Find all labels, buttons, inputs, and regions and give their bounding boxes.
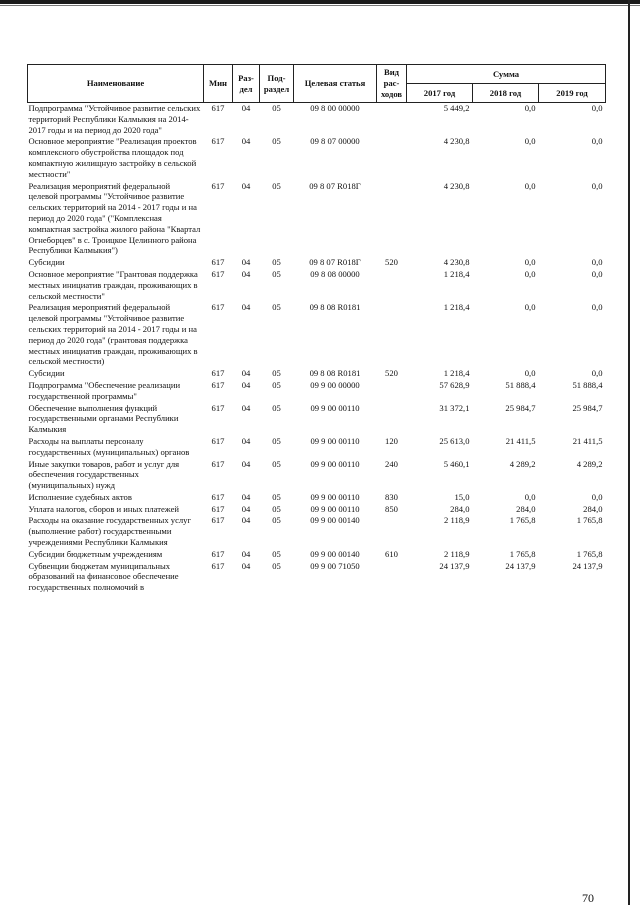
table-row (28, 257, 606, 269)
cell-vid (377, 403, 407, 436)
col-header-podrazdel: Под-раздел (260, 65, 294, 103)
cell-2017: 2 118,9 (444, 515, 470, 526)
cell-tselevaya: 09 8 07 R018Г (309, 257, 361, 268)
cell-name: Реализация мероприятий федеральной целевой программы "Устойчивое развитие сельских территорий на 2014 - 2017 годы и на период до 2020 года" ("Комплексная компактная застройка жилого района "Квартал Огнеборцев" в с. Троицкое Целинного района Республики Калмыкия") (28, 180, 201, 256)
cell-podrazdel: 05 (272, 503, 281, 514)
col-header-razdel: Раз-дел (233, 65, 260, 103)
col-header-2017: 2017 год (407, 84, 473, 103)
cell-2019: 25 984,7 (572, 402, 603, 413)
cell-tselevaya: 09 9 00 71050 (310, 560, 360, 571)
cell-vid (377, 302, 407, 368)
cell-tselevaya: 09 9 00 00140 (310, 548, 360, 559)
cell-2018: 1 765,8 (509, 515, 536, 526)
cell-2019: 4 289,2 (576, 458, 603, 469)
cell-podrazdel: 05 (272, 379, 281, 390)
cell-min: 617 (211, 302, 225, 313)
cell-min: 617 (211, 136, 225, 147)
table-row (28, 380, 606, 403)
cell-2018: 25 984,7 (505, 402, 536, 413)
cell-vid: 240 (385, 458, 398, 469)
cell-min: 617 (211, 560, 225, 571)
cell-name: Исполнение судебных актов (28, 491, 132, 502)
table-row (28, 459, 606, 492)
cell-2019: 0,0 (591, 180, 603, 191)
table-row (28, 515, 606, 548)
cell-min: 617 (211, 257, 225, 268)
cell-vid: 610 (385, 548, 398, 559)
cell-vid: 120 (385, 435, 398, 446)
cell-razdel: 04 (241, 560, 251, 571)
cell-tselevaya: 09 8 08 R0181 (309, 302, 361, 313)
cell-podrazdel: 05 (272, 268, 281, 279)
cell-2017: 284,0 (450, 503, 470, 514)
cell-2017: 2 118,9 (444, 548, 470, 559)
cell-tselevaya: 09 9 00 00110 (310, 435, 360, 446)
table-row (28, 561, 606, 594)
cell-vid: 520 (385, 368, 398, 379)
cell-razdel: 04 (241, 402, 251, 413)
col-header-2018: 2018 год (473, 84, 539, 103)
cell-razdel: 04 (241, 503, 251, 514)
cell-2019: 0,0 (591, 136, 603, 147)
top-scan-border-thin (0, 5, 640, 6)
cell-podrazdel: 05 (272, 402, 281, 413)
cell-2018: 0,0 (524, 368, 536, 379)
cell-2018: 24 137,9 (505, 560, 536, 571)
cell-2019: 0,0 (591, 103, 603, 113)
cell-2018: 1 765,8 (509, 548, 536, 559)
cell-2018: 0,0 (524, 103, 536, 113)
cell-name: Реализация мероприятий федеральной целевой программы "Устойчивое развитие сельских территорий на 2014 - 2017 годы и на период до 2020 года" (грантовая поддержка местных инициатив граждан, проживающих в сельской местности) (28, 302, 198, 367)
cell-name: Подпрограмма "Устойчивое развитие сельских территорий Республики Калмыкия на 2014-2017 годы и на период до 2020 года" (28, 103, 201, 135)
page-number: 70 (582, 891, 594, 905)
cell-vid (377, 380, 407, 403)
cell-podrazdel: 05 (272, 180, 281, 191)
cell-tselevaya: 09 9 00 00110 (310, 491, 360, 502)
cell-tselevaya: 09 8 07 00000 (310, 136, 360, 147)
cell-min: 617 (211, 103, 225, 113)
cell-name: Субсидии (28, 368, 65, 379)
cell-2019: 0,0 (591, 491, 603, 502)
table-row (28, 549, 606, 561)
col-header-name: Наименование (28, 65, 204, 103)
cell-name: Субвенции бюджетам муниципальных образований на финансовое обеспечение государственных полномочий в (28, 560, 179, 593)
cell-vid (377, 269, 407, 302)
cell-tselevaya: 09 8 08 00000 (310, 268, 360, 279)
cell-2017: 5 460,1 (443, 458, 470, 469)
cell-podrazdel: 05 (272, 548, 281, 559)
cell-name: Субсидии (28, 257, 65, 268)
cell-vid (377, 136, 407, 180)
cell-podrazdel: 05 (272, 560, 281, 571)
col-header-summa: Сумма (407, 65, 606, 84)
col-header-tselevaya: Целевая статья (294, 65, 377, 103)
cell-min: 617 (211, 268, 225, 279)
cell-min: 617 (211, 491, 225, 502)
col-header-vid: Вид рас-ходов (377, 65, 407, 103)
cell-vid (377, 181, 407, 258)
cell-name: Обеспечение выполнения функций государственными органами Республики Калмыкия (28, 402, 179, 435)
cell-2018: 0,0 (524, 136, 536, 147)
cell-2018: 4 289,2 (509, 458, 536, 469)
table-row (28, 368, 606, 380)
cell-2017: 31 372,1 (439, 402, 470, 413)
cell-min: 617 (211, 503, 225, 514)
cell-razdel: 04 (241, 491, 251, 502)
cell-2018: 0,0 (524, 257, 536, 268)
cell-vid (377, 561, 407, 594)
cell-min: 617 (211, 548, 225, 559)
cell-2019: 51 888,4 (572, 379, 603, 390)
cell-min: 617 (211, 379, 225, 390)
cell-podrazdel: 05 (272, 136, 281, 147)
cell-2017: 4 230,8 (443, 257, 470, 268)
cell-name: Подпрограмма "Обеспечение реализации государственной программы" (28, 379, 181, 401)
cell-name: Расходы на оказание государственных услуг (выполнение работ) государственными учреждениями Республики Калмыкия (28, 515, 191, 548)
cell-2019: 0,0 (591, 368, 603, 379)
cell-2019: 24 137,9 (572, 560, 603, 571)
col-header-2019: 2019 год (539, 84, 606, 103)
table-row (28, 302, 606, 368)
cell-min: 617 (211, 180, 225, 191)
cell-2017: 5 449,2 (443, 103, 470, 113)
budget-table (27, 64, 606, 594)
cell-razdel: 04 (241, 103, 251, 113)
cell-2017: 15,0 (454, 491, 470, 502)
cell-2019: 1 765,8 (576, 515, 603, 526)
cell-razdel: 04 (241, 257, 251, 268)
cell-2019: 284,0 (583, 503, 603, 514)
top-scan-border (0, 0, 640, 4)
cell-tselevaya: 09 9 00 00110 (310, 402, 360, 413)
table-row (28, 269, 606, 302)
cell-2019: 0,0 (591, 302, 603, 313)
cell-2019: 0,0 (591, 257, 603, 268)
cell-razdel: 04 (241, 136, 251, 147)
table-row (28, 403, 606, 436)
cell-2019: 0,0 (591, 268, 603, 279)
cell-2019: 21 411,5 (572, 435, 603, 446)
cell-name: Иные закупки товаров, работ и услуг для обеспечения государственных (муниципальных) нужд (28, 458, 180, 491)
cell-2018: 0,0 (524, 491, 536, 502)
cell-razdel: 04 (241, 368, 251, 379)
cell-2018: 51 888,4 (505, 379, 536, 390)
cell-2017: 1 218,4 (443, 302, 470, 313)
cell-vid (377, 103, 407, 137)
cell-razdel: 04 (241, 435, 251, 446)
cell-vid: 520 (385, 257, 398, 268)
cell-2018: 284,0 (516, 503, 536, 514)
cell-min: 617 (211, 368, 225, 379)
cell-min: 617 (211, 402, 225, 413)
cell-2017: 1 218,4 (443, 268, 470, 279)
cell-razdel: 04 (241, 548, 251, 559)
cell-podrazdel: 05 (272, 103, 281, 113)
cell-tselevaya: 09 8 08 R0181 (309, 368, 361, 379)
table-row (28, 103, 606, 137)
cell-2018: 0,0 (524, 180, 536, 191)
cell-podrazdel: 05 (272, 458, 281, 469)
cell-min: 617 (211, 458, 225, 469)
cell-podrazdel: 05 (272, 302, 281, 313)
table-row (28, 136, 606, 180)
cell-podrazdel: 05 (272, 257, 281, 268)
cell-tselevaya: 09 9 00 00140 (310, 515, 360, 526)
cell-2019: 1 765,8 (576, 548, 603, 559)
cell-razdel: 04 (241, 515, 251, 526)
cell-name: Уплата налогов, сборов и иных платежей (28, 503, 180, 514)
col-header-min: Мин (204, 65, 233, 103)
cell-2017: 25 613,0 (439, 435, 470, 446)
table-row (28, 436, 606, 459)
cell-razdel: 04 (241, 458, 251, 469)
cell-razdel: 04 (241, 180, 251, 191)
cell-2018: 0,0 (524, 302, 536, 313)
cell-razdel: 04 (241, 268, 251, 279)
cell-2017: 57 628,9 (439, 379, 470, 390)
cell-min: 617 (211, 435, 225, 446)
cell-razdel: 04 (241, 379, 251, 390)
table-row (28, 181, 606, 258)
cell-tselevaya: 09 8 07 R018Г (309, 180, 361, 191)
cell-2017: 4 230,8 (443, 136, 470, 147)
cell-name: Основное мероприятие "Грантовая поддержка местных инициатив граждан, проживающих в сельской местности" (28, 268, 198, 301)
cell-razdel: 04 (241, 302, 251, 313)
cell-podrazdel: 05 (272, 435, 281, 446)
cell-podrazdel: 05 (272, 368, 281, 379)
cell-name: Расходы на выплаты персоналу государственных (муниципальных) органов (28, 435, 190, 457)
cell-podrazdel: 05 (272, 491, 281, 502)
cell-min: 617 (211, 515, 225, 526)
cell-tselevaya: 09 9 00 00110 (310, 458, 360, 469)
cell-tselevaya: 09 9 00 00110 (310, 503, 360, 514)
cell-2018: 0,0 (524, 268, 536, 279)
cell-2017: 24 137,9 (439, 560, 470, 571)
cell-vid: 850 (385, 503, 398, 514)
cell-podrazdel: 05 (272, 515, 281, 526)
cell-vid: 830 (385, 491, 398, 502)
table-row (28, 492, 606, 504)
table-row (28, 504, 606, 516)
cell-tselevaya: 09 8 00 00000 (310, 103, 360, 113)
cell-tselevaya: 09 9 00 00000 (310, 379, 360, 390)
cell-name: Субсидии бюджетным учреждениям (28, 548, 163, 559)
cell-2017: 4 230,8 (443, 180, 470, 191)
cell-2018: 21 411,5 (505, 435, 536, 446)
cell-name: Основное мероприятие "Реализация проектов комплексного обустройства площадок под компактную жилищную застройку в сельской местности" (28, 136, 197, 179)
right-scan-border (628, 0, 630, 905)
cell-2017: 1 218,4 (443, 368, 470, 379)
cell-vid (377, 515, 407, 548)
